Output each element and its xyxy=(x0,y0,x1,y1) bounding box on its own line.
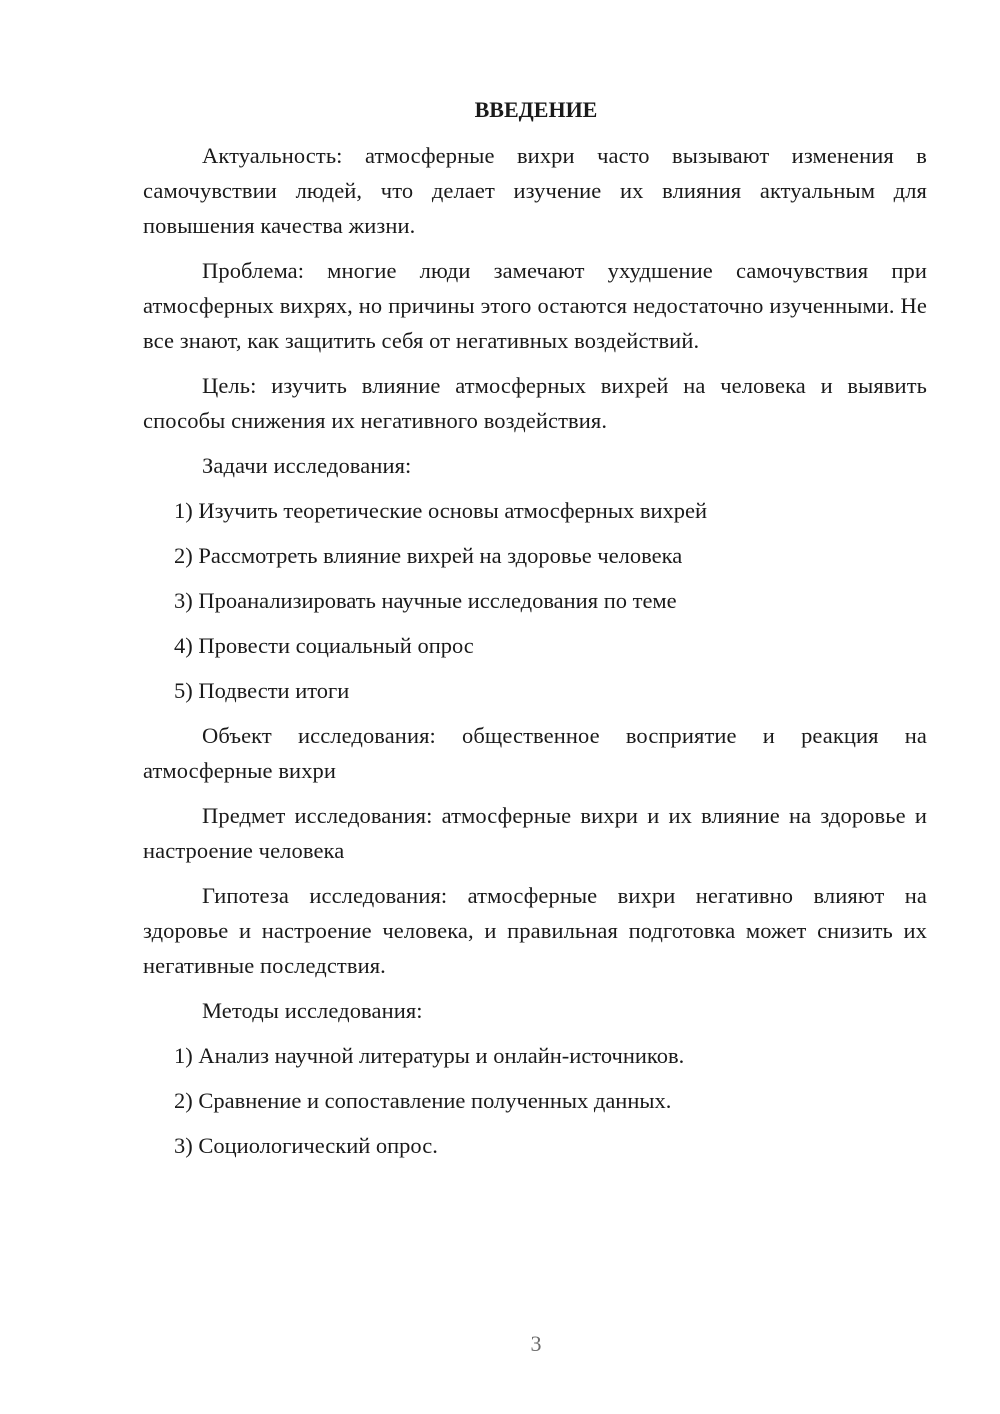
list-item: 3) Проанализировать научные исследования по теме xyxy=(174,588,677,613)
page-number: 3 xyxy=(530,1331,542,1356)
list-item: 4) Провести социальный опрос xyxy=(174,633,474,658)
page-content xyxy=(143,92,927,1173)
methods-heading: Методы исследования: xyxy=(202,998,423,1023)
page-title: ВВЕДЕНИЕ xyxy=(474,97,598,122)
relevance-paragraph: Актуальность: атмосферные вихри часто вызывают изменения в самочувствии людей, что делает изучение их влияния актуальным для повышения качества жизни. xyxy=(143,143,927,238)
goal-paragraph: Цель: изучить влияние атмосферных вихрей на человека и выявить способы снижения их негативного воздействия. xyxy=(143,373,927,433)
tasks-heading: Задачи исследования: xyxy=(202,453,412,478)
list-item: 2) Рассмотреть влияние вихрей на здоровье человека xyxy=(174,543,683,568)
tasks-list xyxy=(143,493,927,708)
hypothesis-paragraph: Гипотеза исследования: атмосферные вихри негативно влияют на здоровье и настроение человека, и правильная подготовка может снизить их негативные последствия. xyxy=(143,883,927,978)
subject-paragraph: Предмет исследования: атмосферные вихри и их влияние на здоровье и настроение человека xyxy=(143,803,927,863)
list-item: 1) Анализ научной литературы и онлайн-источников. xyxy=(174,1043,685,1068)
problem-paragraph: Проблема: многие люди замечают ухудшение самочувствия при атмосферных вихрях, но причины этого остаются недостаточно изученными. Не все знают, как защитить себя от негативных воздействий. xyxy=(143,258,927,353)
methods-list xyxy=(143,1038,927,1163)
list-item: 3) Социологический опрос. xyxy=(174,1133,438,1158)
object-paragraph: Объект исследования: общественное восприятие и реакция на атмосферные вихри xyxy=(143,723,927,783)
list-item: 1) Изучить теоретические основы атмосферных вихрей xyxy=(174,498,708,523)
list-item: 5) Подвести итоги xyxy=(174,678,350,703)
list-item: 2) Сравнение и сопоставление полученных данных. xyxy=(174,1088,672,1113)
